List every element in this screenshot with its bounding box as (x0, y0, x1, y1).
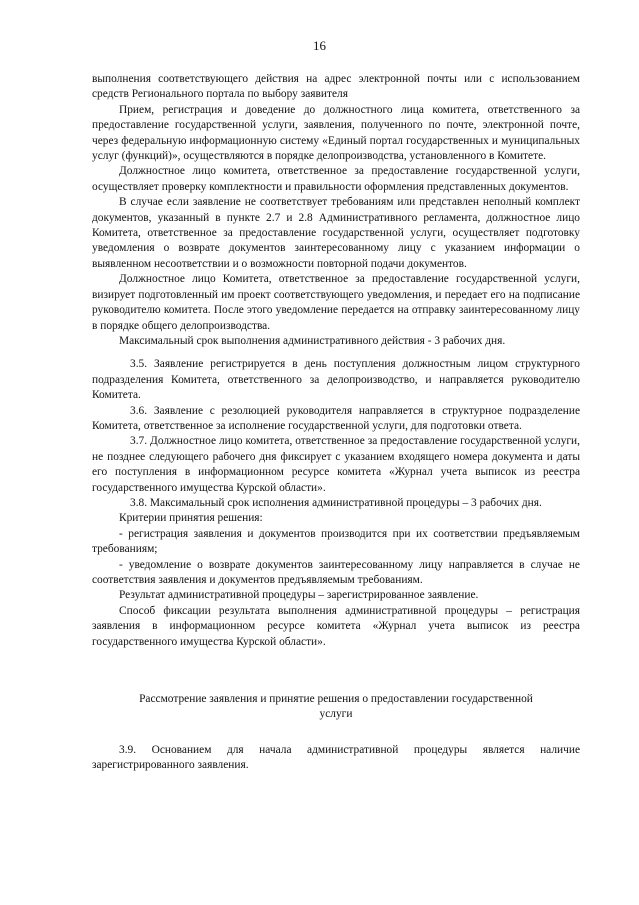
section-heading: Рассмотрение заявления и принятие решения о предоставлении государственной услуги (139, 693, 533, 721)
paragraph-notification: Должностное лицо Комитета, ответственное за предоставление государственной услуги, визирует подготовленный им проект соответствующего уведомления, и передает его на подписание руководителю комитета. После этого уведомление передается на отправку заинтересованному лицу в порядке общего делопроизводства. (92, 273, 580, 332)
document-body (92, 72, 580, 774)
paragraph-3-5: 3.5. Заявление регистрируется в день поступления должностным лицом структурного подразделения Комитета, ответственного за делопроизводство, и направляется руководителю Комитета. (92, 358, 580, 402)
paragraph-result: Результат административной процедуры – зарегистрированное заявление. (119, 589, 479, 602)
paragraph-fixation: Способ фиксации результата выполнения административной процедуры – регистрация заявления в информационном ресурсе комитета «Журнал учета выписок из реестра государственного имущества Курской области». (92, 604, 580, 648)
paragraph-noncompliance: В случае если заявление не соответствует требованиям или представлен неполный комплект документов, указанный в пункте 2.7 и 2.8 Административного регламента, должностное лицо Комитета, ответственное за предоставление государственной услуги, осуществляет подготовку уведомления о возврате документов заинтересованному лицу с указанием информации о выявленном несоответствии и о возможности повторной подачи документов. (92, 196, 580, 270)
paragraph-criteria-item-1: - регистрация заявления и документов производится при их соответствии предъявляемым требованиям; (92, 527, 580, 556)
paragraph-3-6: 3.6. Заявление с резолюцией руководителя направляется в структурное подразделение Комитета, ответственное за исполнение государственной услуги, для подготовки ответа. (92, 404, 580, 432)
paragraph-3-8: 3.8. Максимальный срок исполнения административной процедуры – 3 рабочих дня. (130, 496, 542, 509)
paragraph-criteria: Критерии принятия решения: (119, 512, 263, 525)
paragraph-3-7: 3.7. Должностное лицо комитета, ответственное за предоставление государственной услуги, не позднее следующего рабочего дня фиксирует с указанием входящего номера документа и даты его поступления в информационном ресурсе комитета «Журнал учета выписок из реестра государственного имущества Курской области». (92, 435, 580, 494)
page-number: 16 (313, 38, 326, 53)
paragraph-criteria-item-2: - уведомление о возврате документов заинтересованному лицу направляется в случае не соответствия заявления и документов предъявляемым требованиям. (92, 558, 580, 586)
paragraph-3-9: 3.9. Основанием для начала административной процедуры является наличие зарегистрированного заявления. (92, 743, 580, 772)
paragraph-verification: Должностное лицо комитета, ответственное за предоставление государственной услуги, осуществляет проверку комплектности и правильности оформления представленных документов. (92, 165, 580, 193)
paragraph-continuation: выполнения соответствующего действия на адрес электронной почты или с использованием средств Регионального портала по выбору заявителя (92, 73, 580, 101)
paragraph-max-term: Максимальный срок выполнения административного действия - 3 рабочих дня. (119, 334, 506, 347)
paragraph-intake: Прием, регистрация и доведение до должностного лица комитета, ответственного за предоставление государственной услуги, заявления, полученного по почте, электронной почте, через федеральную информационную систему «Единый портал государственных и муниципальных услуг (функций)», осуществляются в порядке делопроизводства, установленного в Комитете. (92, 103, 580, 163)
